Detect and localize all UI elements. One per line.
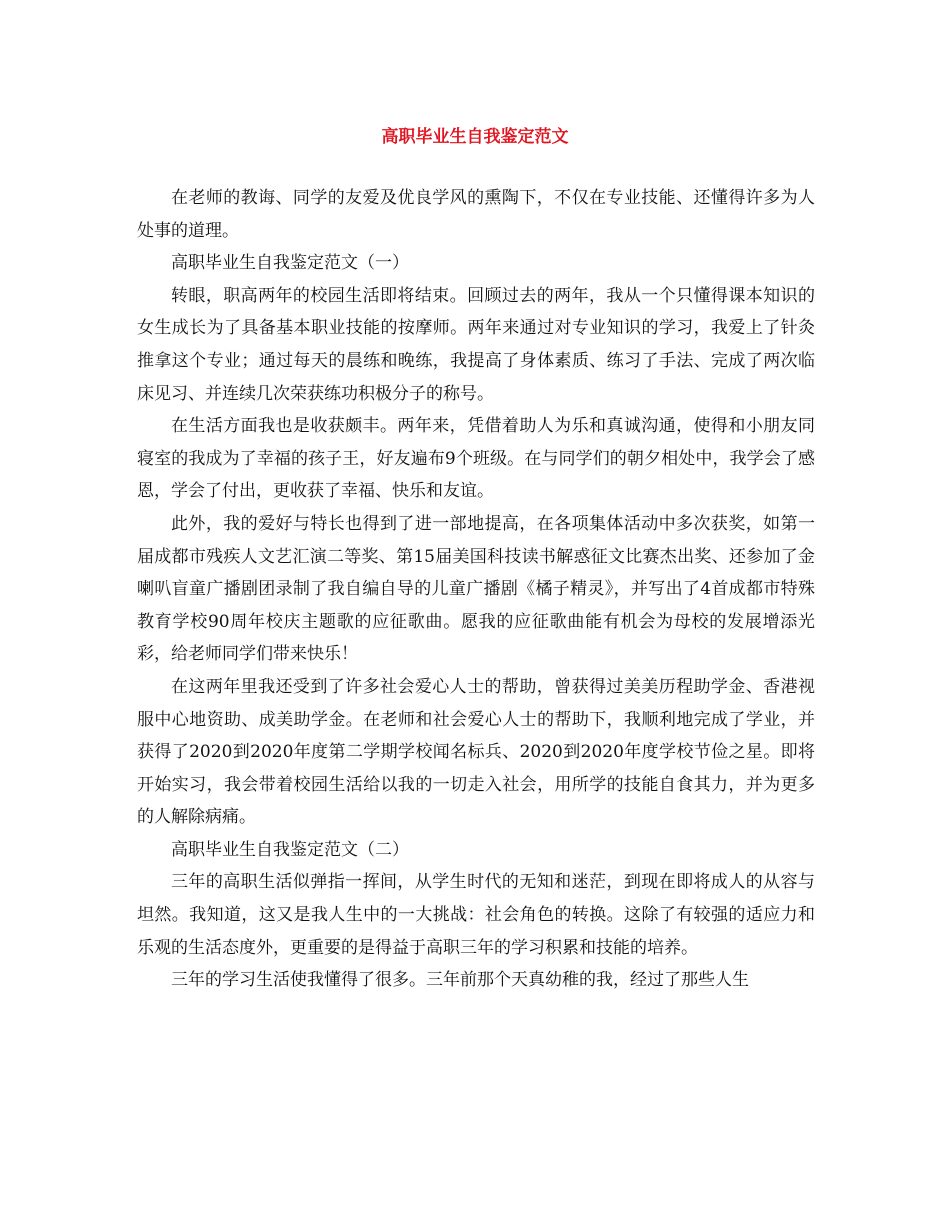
body-paragraph: 三年的学习生活使我懂得了很多。三年前那个天真幼稚的我，经过了那些人生 bbox=[171, 970, 749, 991]
section-heading-one: 高职毕业生自我鉴定范文（一） bbox=[171, 253, 409, 274]
body-paragraph: 转眼，职高两年的校园生活即将结束。回顾过去的两年，我从一个只懂得课本知识的女生成长为了具备基本职业技能的按摩师。两年来通过对专业知识的学习，我爱上了针灸推拿这个专业；通过每天的晨练和晚练，我提高了身体素质、练习了手法、完成了两次临床见习、并连续几次荣获练功积极分子的称号。 bbox=[137, 285, 815, 404]
body-paragraph: 在这两年里我还受到了许多社会爱心人士的帮助，曾获得过美美历程助学金、香港视服中心地资助、成美助学金。在老师和社会爱心人士的帮助下，我顺利地完成了学业，并获得了2020到2020年度第二学期学校闻名标兵、2020到2020年度学校节俭之星。即将开始实习，我会带着校园生活给以我的一切走入社会，用所学的技能自食其力，并为更多的人解除病痛。 bbox=[137, 676, 815, 828]
document-body bbox=[137, 182, 815, 997]
document-title: 高职毕业生自我鉴定范文 bbox=[381, 127, 569, 147]
body-paragraph: 在生活方面我也是收获颇丰。两年来，凭借着助人为乐和真诚沟通，使得和小朋友同寝室的我成为了幸福的孩子王，好友遍布9个班级。在与同学们的朝夕相处中，我学会了感恩，学会了付出，更收获了幸福、快乐和友谊。 bbox=[137, 416, 815, 502]
section-heading-two: 高职毕业生自我鉴定范文（二） bbox=[171, 839, 409, 860]
body-paragraph: 此外，我的爱好与特长也得到了进一部地提高，在各项集体活动中多次获奖，如第一届成都市残疾人文艺汇演二等奖、第15届美国科技读书解惑征文比赛杰出奖、还参加了金喇叭盲童广播剧团录制了我自编自导的儿童广播剧《橘子精灵》，并写出了4首成都市特殊教育学校90周年校庆主题歌的应征歌曲。愿我的应征歌曲能有机会为母校的发展增添光彩，给老师同学们带来快乐！ bbox=[137, 513, 815, 665]
body-paragraph: 三年的高职生活似弹指一挥间，从学生时代的无知和迷茫，到现在即将成人的从容与坦然。我知道，这又是我人生中的一大挑战：社会角色的转换。这除了有较强的适应力和乐观的生活态度外，更重要的是得益于高职三年的学习积累和技能的培养。 bbox=[137, 872, 815, 958]
intro-paragraph: 在老师的教诲、同学的友爱及优良学风的熏陶下，不仅在专业技能、还懂得许多为人处事的道理。 bbox=[137, 188, 815, 241]
